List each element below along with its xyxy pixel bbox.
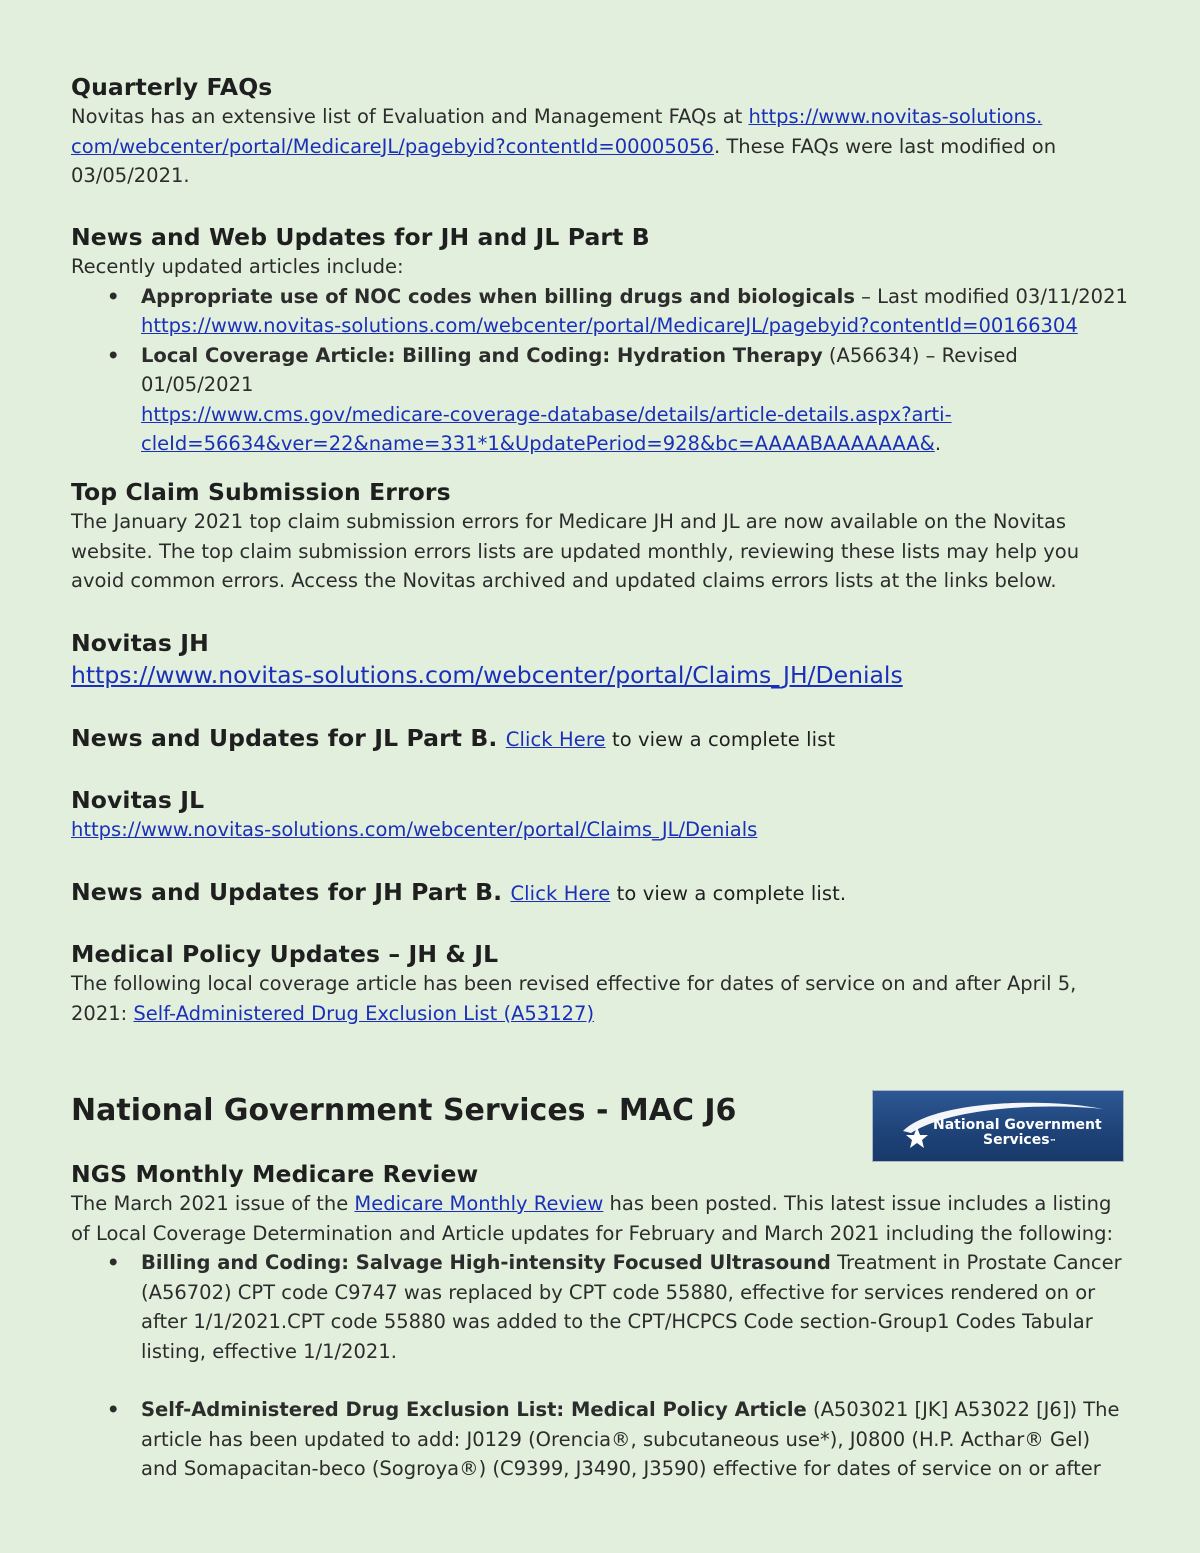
section-news-web-updates [71, 222, 1133, 459]
section-novitas-jh [71, 628, 1133, 690]
section-ngs-review [71, 1159, 1133, 1484]
news-jl-inline [506, 728, 835, 751]
heading-ngs: National Government Services - MAC J6 [71, 1093, 737, 1128]
news-jh-click-here-link[interactable]: Click Here [510, 882, 611, 905]
medicare-monthly-review-link[interactable]: Medicare Monthly Review [354, 1192, 604, 1215]
news-web-list [71, 282, 1133, 459]
article-link-line1: https://www.cms.gov/medicare-coverage-database/details/article-details.aspx?arti- [141, 402, 952, 426]
article-detail: (A56634) – Revised 01/05/2021 [141, 343, 1018, 396]
ngs-logo-services: Services [983, 1132, 1050, 1148]
ngs-item-text: Treatment in Prostate Cancer (A56702) CPT code C9747 was replaced by CPT code 55880, effective for services rendered on or after 1/1/2021.CPT code 55880 was added to the CPT/HCPCS Code section-Group1 Codes Tabular listing, effective 1/1/2021. [141, 1251, 1122, 1363]
medical-policy-link[interactable]: Self-Administered Drug Exclusion List (A53127) [133, 1001, 595, 1025]
news-jl-heading-text: News and Updates for JL Part B. [71, 724, 498, 752]
news-jh-inline [510, 882, 846, 905]
article-link[interactable]: https://www.novitas-solutions.com/webcenter/portal/MedicareJL/pagebyid?contentId=00166304 [141, 314, 1078, 337]
list-item [71, 282, 1133, 341]
ngs-item-title: Self-Administered Drug Exclusion List: Medical Policy Article [141, 1398, 807, 1421]
article-detail: – Last modified 03/11/2021 [854, 284, 1128, 308]
article-link-line2: cleId=56634&ver=22&name=331*1&UpdatePeriod=928&bc=AAAABAAAAAAA& [141, 432, 935, 455]
novitas-jh-link[interactable]: https://www.novitas-solutions.com/webcenter/portal/Claims_JH/Denials [71, 661, 903, 689]
bullet-icon: • [107, 1251, 120, 1274]
section-novitas-jl [71, 785, 1133, 845]
heading-medical-policy: Medical Policy Updates – JH & JL [71, 940, 499, 968]
ngs-review-before: The March 2021 issue of the [71, 1192, 355, 1215]
medical-policy-text: The following local coverage article has been revised effective for dates of service on and after April 5, 2021: [71, 972, 1077, 1025]
bullet-icon: • [107, 1398, 120, 1421]
ngs-list [71, 1248, 1133, 1484]
section-quarterly-faqs [71, 72, 1133, 191]
heading-news-jh [71, 877, 1133, 909]
heading-top-claim-errors: Top Claim Submission Errors [71, 478, 451, 506]
section-top-claim-errors [71, 477, 1133, 596]
ngs-review-paragraph [71, 1189, 1133, 1248]
ngs-logo [872, 1090, 1124, 1162]
bullet-icon: • [107, 284, 120, 308]
ngs-logo-tm: ™ [1049, 1138, 1057, 1146]
errors-paragraph: The January 2021 top claim submission errors for Medicare JH and JL are now available on the Novitas website. The top claim submission errors lists are updated monthly, reviewing these lists may help you avoid common errors. Access the Novitas archived and updated claims errors lists at the links below. [71, 510, 1080, 592]
faqs-paragraph [71, 102, 1133, 191]
section-ngs-header [71, 1092, 831, 1130]
article-title: Local Coverage Article: Billing and Coding: Hydration Therapy [141, 343, 823, 367]
faqs-text-after: . These FAQs were last modified on 03/05/2021. [71, 134, 1057, 187]
medical-policy-paragraph [71, 969, 1133, 1028]
ngs-logo-text-line1: National Government [933, 1117, 1102, 1133]
bullet-icon: • [107, 343, 120, 367]
article-title: Appropriate use of NOC codes when billing drugs and biologicals [141, 284, 855, 308]
ngs-item-title: Billing and Coding: Salvage High-intensity Focused Ultrasound [141, 1251, 831, 1274]
ngs-logo-text-line2 [983, 1133, 1057, 1150]
heading-novitas-jh: Novitas JH [71, 629, 209, 657]
list-item [71, 1248, 1133, 1366]
news-jl-click-here-link[interactable]: Click Here [505, 728, 606, 751]
faqs-link-line2: com/webcenter/portal/MedicareJL/pagebyid?contentId=00005056 [71, 134, 714, 158]
ngs-item-text: (A503021 [JK] A53022 [J6]) The article has been updated to add: J0129 (Orencia®, subcutaneous use*), J0800 (H.P. Acthar® Gel) and Somapacitan-beco (Sogroya®) (C9399, J3490, J3590) effective for dates of service on or after [141, 1398, 1120, 1480]
list-item [71, 341, 1133, 459]
heading-news-jl [71, 723, 1133, 755]
news-jh-heading-text: News and Updates for JH Part B. [71, 878, 503, 906]
heading-novitas-jl: Novitas JL [71, 786, 205, 814]
faqs-text-before: Novitas has an extensive list of Evaluation and Management FAQs at [71, 105, 749, 128]
novitas-jl-link[interactable]: https://www.novitas-solutions.com/webcenter/portal/Claims_JL/Denials [71, 818, 758, 841]
article-link-trailing: . [934, 432, 942, 455]
section-news-jh [71, 877, 1133, 909]
faqs-link-line1: https://www.novitas-solutions. [748, 105, 1043, 128]
section-news-jl [71, 723, 1133, 755]
news-jh-suffix: to view a complete list. [610, 882, 847, 905]
section-medical-policy [71, 939, 1133, 1028]
news-jl-suffix: to view a complete list [605, 728, 836, 751]
heading-ngs-review: NGS Monthly Medicare Review [71, 1160, 479, 1188]
ngs-review-after: has been posted. This latest issue includes a listing of Local Coverage Determination and Article updates for February and March 2021 including the following: [71, 1192, 1114, 1245]
article-link[interactable] [141, 403, 952, 456]
heading-news-web-updates: News and Web Updates for JH and JL Part B [71, 223, 650, 251]
heading-quarterly-faqs: Quarterly FAQs [71, 73, 273, 101]
news-web-intro: Recently updated articles include: [71, 255, 404, 278]
list-item [71, 1395, 1133, 1484]
